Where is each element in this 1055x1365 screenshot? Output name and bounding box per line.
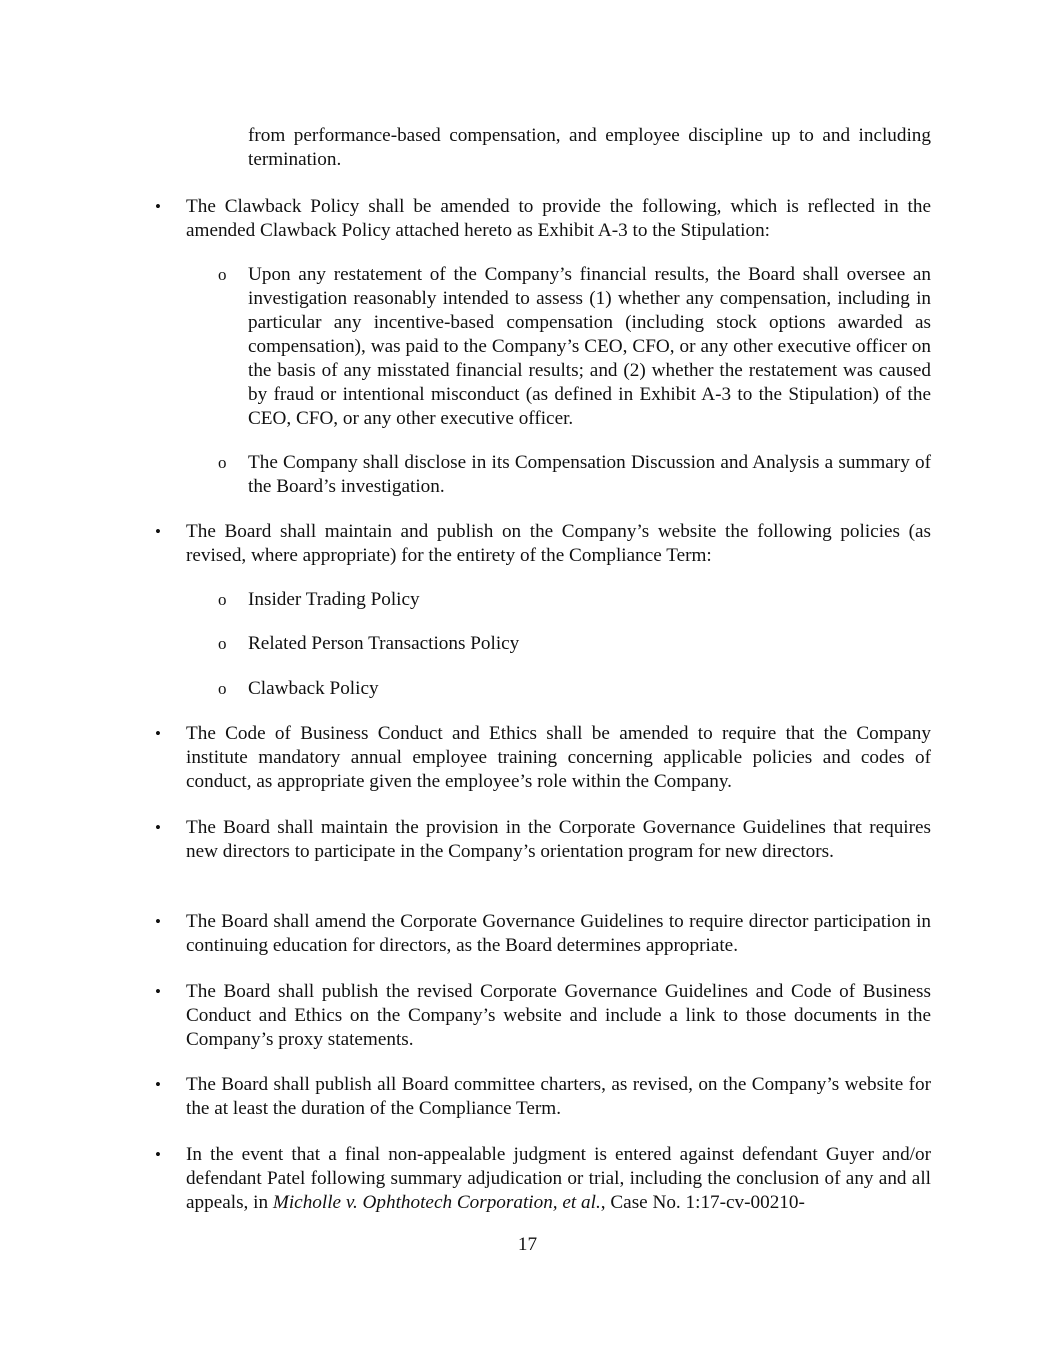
bullet-item-final-judgment <box>186 1143 931 1215</box>
bullet-marker: • <box>155 522 161 541</box>
bullet-item-continuing-education: The Board shall amend the Corporate Governance Guidelines to require director participation in continuing education for directors, as the Board determines appropriate. <box>186 911 931 956</box>
sub-item-clawback-policy: Clawback Policy <box>248 678 379 699</box>
bullet-marker: • <box>155 912 161 931</box>
bullet-item-clawback-amendment: The Clawback Policy shall be amended to provide the following, which is reflected in the amended Clawback Policy attached hereto as Exhibit A-3 to the Stipulation: <box>186 196 931 241</box>
sub-bullet-marker: o <box>218 679 227 698</box>
sub-item-disclosure: The Company shall disclose in its Compensation Discussion and Analysis a summary of the Board’s investigation. <box>248 452 931 497</box>
bullet-item-committee-charters: The Board shall publish all Board committee charters, as revised, on the Company’s website for the at least the duration of the Compliance Term. <box>186 1074 931 1119</box>
bullet-marker: • <box>155 724 161 743</box>
sub-bullet-marker: o <box>218 453 227 472</box>
bullet-marker: • <box>155 1145 161 1164</box>
sub-item-insider-trading-policy: Insider Trading Policy <box>248 589 420 610</box>
bullet-item-publish-guidelines: The Board shall publish the revised Corporate Governance Guidelines and Code of Business Conduct and Ethics on the Company’s website and include a link to those documents in the Company’s proxy statements. <box>186 981 931 1050</box>
sub-item-restatement-investigation: Upon any restatement of the Company’s financial results, the Board shall oversee an investigation reasonably intended to assess (1) whether any compensation, including in particular any incentive-based compensation (including stock options awarded as compensation), was paid to the Company’s CEO, CFO, or any other executive officer on the basis of any misstated financial results; and (2) whether the restatement was caused by fraud or intentional misconduct (as defined in Exhibit A-3 to the Stipulation) of the CEO, CFO, or any other executive officer. <box>248 264 931 429</box>
bullet-item-code-of-conduct-training: The Code of Business Conduct and Ethics shall be amended to require that the Company institute mandatory annual employee training concerning applicable policies and codes of conduct, as appropriate given the employee’s role within the Company. <box>186 723 931 792</box>
bullet-marker: • <box>155 1075 161 1094</box>
case-number-text: , Case No. 1:17-cv-00210- <box>600 1192 805 1213</box>
sub-item-related-person-policy: Related Person Transactions Policy <box>248 633 520 654</box>
case-name: Micholle v. Ophthotech Corporation, et al. <box>272 1192 601 1213</box>
sub-bullet-marker: o <box>218 265 227 284</box>
bullet-marker: • <box>155 197 161 216</box>
final-judgment-text-start: In the event that a final non-appealable judgment is entered against defendant Guyer and/or defendant Patel following summary adjudication or trial, including the conclusion of any and all appeals, in <box>186 1144 931 1213</box>
bullet-marker: • <box>155 982 161 1001</box>
continuation-paragraph: from performance-based compensation, and employee discipline up to and including termination. <box>248 125 931 170</box>
page-number: 17 <box>517 1234 538 1255</box>
bullet-item-publish-policies: The Board shall maintain and publish on the Company’s website the following policies (as revised, where appropriate) for the entirety of the Compliance Term: <box>186 521 931 566</box>
sub-bullet-marker: o <box>218 590 227 609</box>
sub-bullet-marker: o <box>218 634 227 653</box>
bullet-marker: • <box>155 818 161 837</box>
bullet-item-director-orientation: The Board shall maintain the provision in the Corporate Governance Guidelines that requires new directors to participate in the Company’s orientation program for new directors. <box>186 817 931 862</box>
